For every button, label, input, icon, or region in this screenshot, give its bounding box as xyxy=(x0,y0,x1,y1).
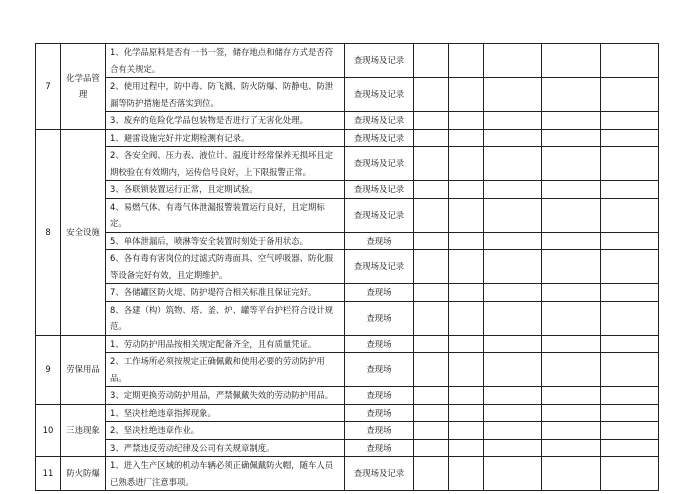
result-cell[interactable] xyxy=(601,335,659,353)
result-cell[interactable] xyxy=(414,147,449,181)
inspection-item: 1、化学品原料是否有一书一签，储存地点和储存方式是否符合有关规定。 xyxy=(106,44,345,78)
result-cell[interactable] xyxy=(484,439,542,457)
section-number: 8 xyxy=(36,129,61,335)
inspection-method: 查现场 xyxy=(345,387,414,405)
result-cell[interactable] xyxy=(414,44,449,78)
inspection-item: 1、劳动防护用品按相关规定配备齐全，且有质量凭证。 xyxy=(106,335,345,353)
result-cell[interactable] xyxy=(449,457,484,491)
section-number: 10 xyxy=(36,404,61,457)
result-cell[interactable] xyxy=(484,301,542,335)
result-cell[interactable] xyxy=(449,232,484,250)
result-cell[interactable] xyxy=(449,353,484,387)
section-number: 9 xyxy=(36,335,61,404)
inspection-item: 8、各建（构）筑物、塔、釜、炉、罐等平台护栏符合设计规范。 xyxy=(106,301,345,335)
inspection-item: 7、各储罐区防火堤、防护堤符合相关标准且保证完好。 xyxy=(106,284,345,302)
result-cell[interactable] xyxy=(484,78,542,112)
table-row xyxy=(36,284,659,302)
result-cell[interactable] xyxy=(601,353,659,387)
inspection-method: 查现场 xyxy=(345,353,414,387)
result-cell[interactable] xyxy=(449,301,484,335)
result-cell[interactable] xyxy=(601,457,659,491)
inspection-method: 查现场及记录 xyxy=(345,181,414,199)
result-cell[interactable] xyxy=(601,129,659,147)
result-cell[interactable] xyxy=(542,422,601,440)
result-cell[interactable] xyxy=(414,301,449,335)
result-cell[interactable] xyxy=(484,284,542,302)
result-cell[interactable] xyxy=(542,284,601,302)
result-cell[interactable] xyxy=(449,78,484,112)
inspection-method: 查现场 xyxy=(345,439,414,457)
result-cell[interactable] xyxy=(414,335,449,353)
result-cell[interactable] xyxy=(414,112,449,130)
result-cell[interactable] xyxy=(484,422,542,440)
result-cell[interactable] xyxy=(449,44,484,78)
result-cell[interactable] xyxy=(601,44,659,78)
result-cell[interactable] xyxy=(484,387,542,405)
inspection-item: 6、各有毒有害岗位的过滤式防毒面具、空气呼吸器、防化服等设备完好有效，且定期维护。 xyxy=(106,250,345,284)
table-row xyxy=(36,232,659,250)
inspection-item: 3、严禁违反劳动纪律及公司有关规章制度。 xyxy=(106,439,345,457)
result-cell[interactable] xyxy=(449,387,484,405)
inspection-method: 查现场及记录 xyxy=(345,44,414,78)
inspection-method: 查现场及记录 xyxy=(345,78,414,112)
result-cell[interactable] xyxy=(484,457,542,491)
result-cell[interactable] xyxy=(414,457,449,491)
section-category: 化学品管理 xyxy=(61,44,106,130)
result-cell[interactable] xyxy=(542,44,601,78)
inspection-method: 查现场 xyxy=(345,404,414,422)
result-cell[interactable] xyxy=(601,404,659,422)
inspection-method: 查现场 xyxy=(345,284,414,302)
result-cell[interactable] xyxy=(414,284,449,302)
table-row xyxy=(36,250,659,284)
result-cell[interactable] xyxy=(484,44,542,78)
result-cell[interactable] xyxy=(542,353,601,387)
result-cell[interactable] xyxy=(449,198,484,232)
inspection-item: 2、使用过程中，防中毒、防飞溅、防火防爆、防静电、防泄漏等防护措施是否落实到位。 xyxy=(106,78,345,112)
section-category: 安全设施 xyxy=(61,129,106,335)
table-row xyxy=(36,301,659,335)
section-number: 7 xyxy=(36,44,61,130)
table-row xyxy=(36,44,659,78)
table-row xyxy=(36,439,659,457)
result-cell[interactable] xyxy=(542,250,601,284)
result-cell[interactable] xyxy=(601,250,659,284)
result-cell[interactable] xyxy=(542,181,601,199)
section-number: 11 xyxy=(36,457,61,491)
result-cell[interactable] xyxy=(414,422,449,440)
result-cell[interactable] xyxy=(414,404,449,422)
inspection-method: 查现场及记录 xyxy=(345,198,414,232)
result-cell[interactable] xyxy=(542,387,601,405)
result-cell[interactable] xyxy=(484,112,542,130)
result-cell[interactable] xyxy=(414,129,449,147)
result-cell[interactable] xyxy=(449,129,484,147)
result-cell[interactable] xyxy=(414,198,449,232)
result-cell[interactable] xyxy=(601,439,659,457)
result-cell[interactable] xyxy=(414,232,449,250)
result-cell[interactable] xyxy=(601,422,659,440)
result-cell[interactable] xyxy=(449,250,484,284)
result-cell[interactable] xyxy=(601,198,659,232)
result-cell[interactable] xyxy=(601,78,659,112)
result-cell[interactable] xyxy=(542,129,601,147)
inspection-method: 查现场 xyxy=(345,301,414,335)
result-cell[interactable] xyxy=(484,129,542,147)
inspection-item: 1、坚决杜绝违章指挥现象。 xyxy=(106,404,345,422)
inspection-method: 查现场 xyxy=(345,422,414,440)
table-row xyxy=(36,198,659,232)
result-cell[interactable] xyxy=(601,112,659,130)
result-cell[interactable] xyxy=(484,198,542,232)
result-cell[interactable] xyxy=(414,353,449,387)
result-cell[interactable] xyxy=(449,147,484,181)
section-category: 防火防爆 xyxy=(61,457,106,491)
result-cell[interactable] xyxy=(449,422,484,440)
result-cell[interactable] xyxy=(449,335,484,353)
inspection-method: 查现场 xyxy=(345,232,414,250)
result-cell[interactable] xyxy=(449,439,484,457)
inspection-item: 2、工作场所必须按规定正确佩戴和使用必要的劳动防护用品。 xyxy=(106,353,345,387)
result-cell[interactable] xyxy=(542,335,601,353)
result-cell[interactable] xyxy=(414,387,449,405)
result-cell[interactable] xyxy=(414,181,449,199)
result-cell[interactable] xyxy=(542,404,601,422)
result-cell[interactable] xyxy=(484,181,542,199)
result-cell[interactable] xyxy=(484,250,542,284)
result-cell[interactable] xyxy=(484,335,542,353)
result-cell[interactable] xyxy=(542,147,601,181)
section-category: 三违现象 xyxy=(61,404,106,457)
section-category: 劳保用品 xyxy=(61,335,106,404)
inspection-method: 查现场及记录 xyxy=(345,457,414,491)
table-row xyxy=(36,129,659,147)
result-cell[interactable] xyxy=(484,147,542,181)
table-row xyxy=(36,404,659,422)
inspection-item: 1、避雷设施完好并定期检测有记录。 xyxy=(106,129,345,147)
result-cell[interactable] xyxy=(542,112,601,130)
table-row xyxy=(36,353,659,387)
inspection-method: 查现场及记录 xyxy=(345,147,414,181)
result-cell[interactable] xyxy=(542,198,601,232)
table-row xyxy=(36,112,659,130)
result-cell[interactable] xyxy=(542,457,601,491)
result-cell[interactable] xyxy=(601,232,659,250)
inspection-method: 查现场及记录 xyxy=(345,129,414,147)
inspection-method: 查现场及记录 xyxy=(345,112,414,130)
result-cell[interactable] xyxy=(414,439,449,457)
inspection-item: 4、易燃气体、有毒气体泄漏报警装置运行良好，且定期标定。 xyxy=(106,198,345,232)
inspection-item: 3、定期更换劳动防护用品，严禁佩戴失效的劳动防护用品。 xyxy=(106,387,345,405)
result-cell[interactable] xyxy=(449,112,484,130)
result-cell[interactable] xyxy=(449,404,484,422)
inspection-item: 2、坚决杜绝违章作业。 xyxy=(106,422,345,440)
result-cell[interactable] xyxy=(601,284,659,302)
inspection-method: 查现场及记录 xyxy=(345,250,414,284)
table-row xyxy=(36,335,659,353)
inspection-item: 2、各安全阀、压力表、液位计、温度计经常保养无损坏且定期校验在有效期内，运传信号良好，上下限报警正常。 xyxy=(106,147,345,181)
result-cell[interactable] xyxy=(484,232,542,250)
inspection-item: 3、各联锁装置运行正常，且定期试验。 xyxy=(106,181,345,199)
result-cell[interactable] xyxy=(601,301,659,335)
inspection-table xyxy=(35,43,659,491)
result-cell[interactable] xyxy=(484,404,542,422)
result-cell[interactable] xyxy=(601,181,659,199)
table-row xyxy=(36,422,659,440)
result-cell[interactable] xyxy=(542,78,601,112)
table-row xyxy=(36,147,659,181)
result-cell[interactable] xyxy=(601,147,659,181)
result-cell[interactable] xyxy=(542,232,601,250)
inspection-item: 3、废弃的危险化学品包装物是否进行了无害化处理。 xyxy=(106,112,345,130)
inspection-method: 查现场 xyxy=(345,335,414,353)
inspection-item: 1、进入生产区域的机动车辆必须正确佩戴防火帽，随车人员已熟悉进厂注意事项。 xyxy=(106,457,345,491)
result-cell[interactable] xyxy=(542,439,601,457)
table-row xyxy=(36,387,659,405)
result-cell[interactable] xyxy=(449,181,484,199)
inspection-table-body xyxy=(36,44,659,491)
result-cell[interactable] xyxy=(414,78,449,112)
table-row xyxy=(36,78,659,112)
result-cell[interactable] xyxy=(542,301,601,335)
result-cell[interactable] xyxy=(414,250,449,284)
result-cell[interactable] xyxy=(484,353,542,387)
table-row xyxy=(36,181,659,199)
result-cell[interactable] xyxy=(601,387,659,405)
result-cell[interactable] xyxy=(449,284,484,302)
table-row xyxy=(36,457,659,491)
inspection-item: 5、单体泄漏后，喷淋等安全装置时刻处于备用状态。 xyxy=(106,232,345,250)
